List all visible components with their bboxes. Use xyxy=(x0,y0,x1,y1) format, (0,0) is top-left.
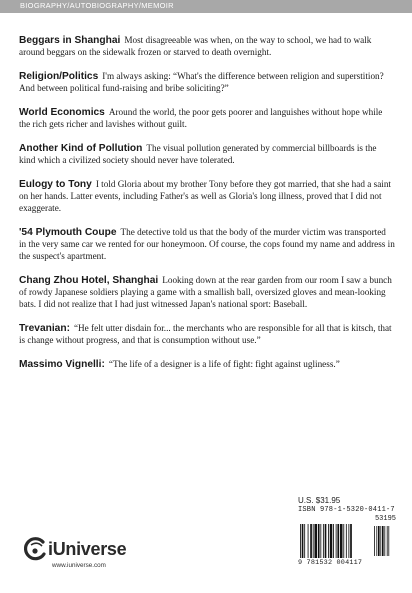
category-label: BIOGRAPHY/AUTOBIOGRAPHY/MEMOIR xyxy=(20,1,174,10)
blurb-title: Chang Zhou Hotel, Shanghai xyxy=(19,275,159,287)
blurb-text: Around the world, the poor gets poorer and languishes without hope while the rich gets richer and lavishes without guilt. xyxy=(19,107,383,129)
blurb-text: “The life of a designer is a life of fight: fight against ugliness.” xyxy=(108,359,340,370)
publisher-name: iUniverse xyxy=(48,539,127,559)
isbn-barcode xyxy=(298,506,396,566)
blurb-text: I told Gloria about my brother Tony before they got married, that she had a saint on her hands. Latter events, including Father's as well as Gloria's long illness, proved that I did not exaggerate. xyxy=(19,179,391,213)
blurb-title: Another Kind of Pollution xyxy=(19,143,143,155)
blurb-text: The detective told us that the body of the murder victim was transported in the very same car we rented for our honeymoon. Of course, the cops found my name and address in the suspect's apartment. xyxy=(19,227,395,261)
barcode-icon xyxy=(298,524,396,558)
blurb-entry xyxy=(19,71,395,95)
blurb-title: World Economics xyxy=(19,107,105,119)
blurb-entry xyxy=(19,35,395,59)
blurb-text: Most disagreeable was when, on the way to school, we had to walk around beggars on the sidewalk frozen or starved to death overnight. xyxy=(19,35,372,57)
blurb-list xyxy=(19,35,395,383)
blurb-title: '54 Plymouth Coupe xyxy=(19,227,117,239)
blurb-entry xyxy=(19,179,395,214)
barcode-digits: 9 781532 004117 xyxy=(298,559,363,567)
blurb-title: Trevanian: xyxy=(19,323,70,335)
blurb-title: Eulogy to Tony xyxy=(19,179,92,191)
blurb-entry xyxy=(19,323,395,347)
blurb-text: “He felt utter disdain for... the merchants who are responsible for all that is kitsch, that is change without progress, and that is consumption without use.” xyxy=(19,323,392,345)
publisher-url: www.iuniverse.com xyxy=(52,562,106,569)
blurb-entry xyxy=(19,275,395,310)
price-label: U.S. $31.95 xyxy=(298,496,341,505)
iuniverse-swirl-icon xyxy=(22,537,48,563)
publisher-logo xyxy=(22,537,162,577)
blurb-entry xyxy=(19,359,395,371)
blurb-entry xyxy=(19,227,395,262)
category-bar xyxy=(0,0,412,13)
blurb-text: Looking down at the rear garden from our room I saw a bunch of rowdy Japanese soldiers playing a game with a smallish ball, oversized gloves and mean-looking bats. I did not realize that I had just witnessed Japan's national sport: Baseball. xyxy=(19,275,392,309)
price-code-label: 53195 xyxy=(374,515,396,523)
blurb-text: The visual pollution generated by commercial billboards is the kind which a civilized society should never have tolerated. xyxy=(19,143,377,166)
blurb-entry xyxy=(19,107,395,131)
blurb-title: Religion/Politics xyxy=(19,71,99,83)
blurb-entry xyxy=(19,143,395,167)
isbn-label: ISBN 978-1-5320-0411-7 xyxy=(298,506,395,514)
blurb-title: Beggars in Shanghai xyxy=(19,35,121,46)
blurb-text: I'm always asking: “What's the difference between religion and superstition? And between political fund-raising and bribe soliciting?” xyxy=(19,71,384,93)
blurb-title: Massimo Vignelli: xyxy=(19,359,105,371)
